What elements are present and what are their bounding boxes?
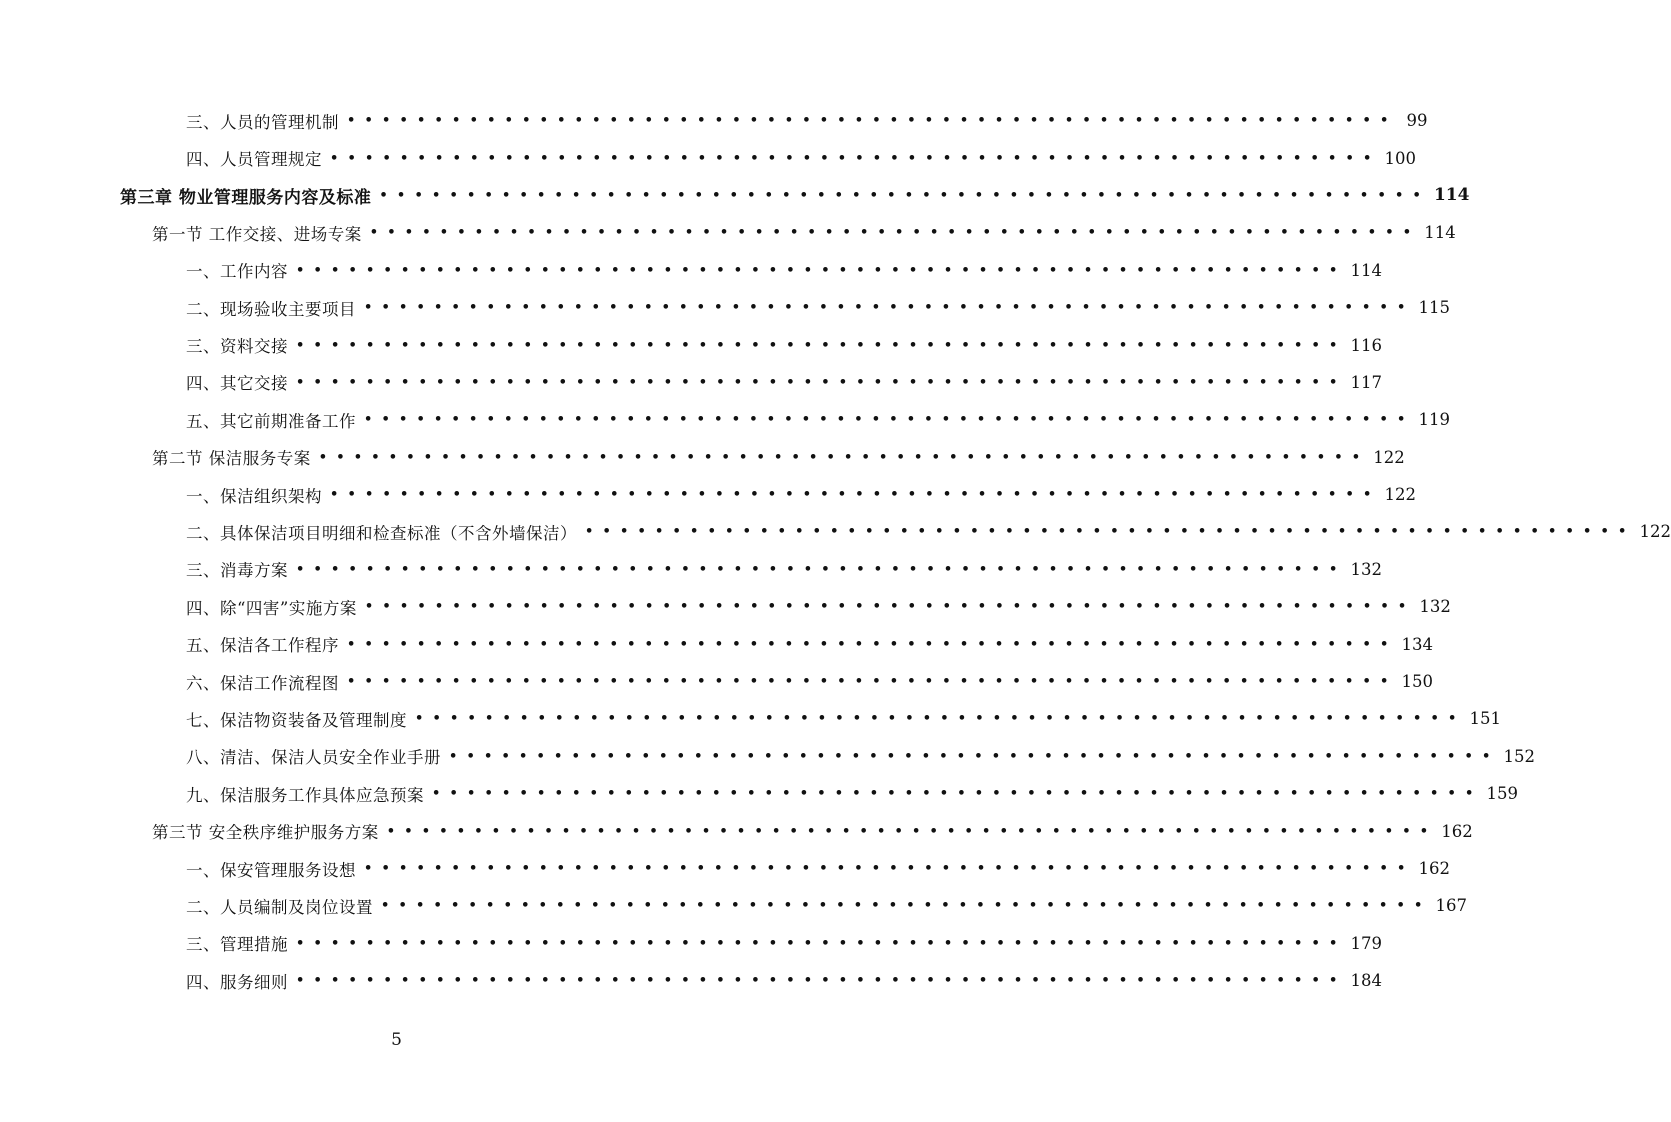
toc-entry-page: 159 xyxy=(1486,784,1519,804)
toc-entry-title: 四、服务细则 xyxy=(186,972,288,992)
toc-entry-page: 122 xyxy=(1384,485,1417,505)
dot-leader: •••••••••••••••••••••••••••••••••••••••••••••••••••••••••••• xyxy=(318,449,1370,465)
dot-leader: •••••••••••••••••••••••••••••••••••••••••••••••••••••••••••• xyxy=(296,374,1347,390)
dot-leader: •••••••••••••••••••••••••••••••••••••••••••••••••••••••••••• xyxy=(364,861,1415,876)
dot-leader: •••••••••••••••••••••••••••••••••••••••••••••••••••••••••••• xyxy=(347,113,1398,129)
toc-entry-title: 四、人员管理规定 xyxy=(186,150,322,170)
toc-entry[interactable] xyxy=(0,775,1519,812)
toc-entry-title: 四、除“四害”实施方案 xyxy=(186,598,357,618)
toc-entry-page: 150 xyxy=(1401,672,1434,692)
toc-entry-page: 114 xyxy=(1433,185,1470,206)
toc-entry-title: 七、保洁物资装备及管理制度 xyxy=(186,710,407,730)
toc-entry-page: 162 xyxy=(1441,821,1473,841)
toc-entry[interactable] xyxy=(0,850,1451,887)
toc-entry[interactable] xyxy=(0,887,1468,924)
toc-entry[interactable] xyxy=(0,289,1451,326)
toc-entry-title: 第三章 物业管理服务内容及标准 xyxy=(120,187,372,208)
toc-entry-title: 三、人员的管理机制 xyxy=(186,112,339,132)
toc-entry-page: 162 xyxy=(1418,859,1451,878)
toc-chapter-entry[interactable] xyxy=(0,177,1470,214)
dot-leader: •••••••••••••••••••••••••••••••••••••••••••••••••••••••••••• xyxy=(296,561,1347,577)
toc-entry-page: 134 xyxy=(1401,634,1434,654)
toc-entry-page: 151 xyxy=(1469,709,1502,729)
toc-section-entry[interactable] xyxy=(0,812,1473,849)
dot-leader: •••••••••••••••••••••••••••••••••••••••••••••••••••••••••••• xyxy=(379,187,1430,203)
dot-leader: •••••••••••••••••••••••••••••••••••••••••••••••••••••••••••• xyxy=(347,636,1398,652)
toc-entry-title: 五、保洁各工作程序 xyxy=(186,636,339,656)
toc-entry-page: 167 xyxy=(1435,896,1468,916)
dot-leader: •••••••••••••••••••••••••••••••••••••••••••••••••••••••••••• xyxy=(364,300,1415,316)
toc-entry-title: 三、管理措施 xyxy=(186,935,288,955)
dot-leader: •••••••••••••••••••••••••••••••••••••••••••••••••••••••••••• xyxy=(364,599,1416,615)
toc-entry-title: 第二节 保洁服务专案 xyxy=(152,449,311,469)
toc-entry-page: 122 xyxy=(1639,522,1671,542)
toc-entry-page: 114 xyxy=(1424,223,1456,243)
toc-entry[interactable] xyxy=(0,401,1451,438)
toc-entry-title: 二、人员编制及岗位设置 xyxy=(186,897,373,917)
toc-section-entry[interactable] xyxy=(0,439,1405,476)
toc-entry[interactable] xyxy=(0,139,1417,176)
toc-entry-page: 152 xyxy=(1503,746,1536,766)
dot-leader: •••••••••••••••••••••••••••••••••••••••••••••••••••••••••••• xyxy=(330,150,1381,166)
toc-entry-title: 第三节 安全秩序维护服务方案 xyxy=(152,823,379,843)
toc-entry-page: 114 xyxy=(1350,260,1383,280)
dot-leader: •••••••••••••••••••••••••••••••••••••••••••••••••••••••••••• xyxy=(415,711,1466,727)
toc-entry-page: 122 xyxy=(1373,447,1405,467)
dot-leader: •••••••••••••••••••••••••••••••••••••••••••••••••••••••••••• xyxy=(432,786,1483,802)
toc-entry-title: 二、现场验收主要项目 xyxy=(186,299,356,319)
toc-entry-page: 115 xyxy=(1418,298,1451,318)
page-number: 5 xyxy=(391,1030,402,1050)
toc-entry[interactable] xyxy=(0,476,1417,513)
dot-leader: •••••••••••••••••••••••••••••••••••••••••••••••••••••••••••• xyxy=(364,412,1415,428)
toc-entry-title: 一、工作内容 xyxy=(186,262,288,282)
toc-entry-title: 四、其它交接 xyxy=(186,374,288,394)
toc-entry-title: 六、保洁工作流程图 xyxy=(186,673,339,693)
dot-leader: •••••••••••••••••••••••••••••••••••••••••••••••••••••••••••• xyxy=(296,337,1347,353)
toc-entry-title: 三、资料交接 xyxy=(186,337,288,357)
toc-entry[interactable] xyxy=(0,364,1383,401)
dot-leader: •••••••••••••••••••••••••••••••••••••••••••••••••••••••••••• xyxy=(296,935,1347,951)
toc-entry[interactable] xyxy=(0,588,1451,625)
toc-entry-title: 八、清洁、保洁人员安全作业手册 xyxy=(186,748,441,768)
dot-leader: •••••••••••••••••••••••••••••••••••••••••••••••••••••••••••• xyxy=(296,973,1347,989)
toc-entry-page: 99 xyxy=(1406,111,1428,131)
toc-entry[interactable] xyxy=(0,925,1383,962)
dot-leader: •••••••••••••••••••••••••••••••••••••••••••••••••••••••••••• xyxy=(347,674,1398,690)
toc-entry-page: 184 xyxy=(1350,971,1383,991)
toc-entry-title: 五、其它前期准备工作 xyxy=(186,411,356,431)
toc-entry-page: 179 xyxy=(1350,933,1383,953)
table-of-contents xyxy=(0,102,1671,999)
toc-entry-title: 二、具体保洁项目明细和检查标准（不含外墙保洁） xyxy=(186,523,577,543)
toc-entry-title: 一、保安管理服务设想 xyxy=(186,860,356,880)
toc-entry-title: 一、保洁组织架构 xyxy=(186,486,322,506)
toc-entry-title: 九、保洁服务工作具体应急预案 xyxy=(186,785,424,805)
toc-entry-page: 117 xyxy=(1350,372,1383,392)
toc-entry[interactable] xyxy=(0,663,1434,700)
toc-entry-title: 第一节 工作交接、进场专案 xyxy=(152,224,362,244)
dot-leader: •••••••••••••••••••••••••••••••••••••••••••••••••••••••••••• xyxy=(296,262,1347,278)
dot-leader: •••••••••••••••••••••••••••••••••••••••••••••••••••••••••••• xyxy=(585,524,1636,540)
toc-entry[interactable] xyxy=(0,326,1383,363)
toc-entry[interactable] xyxy=(0,625,1434,662)
dot-leader: •••••••••••••••••••••••••••••••••••••••••••••••••••••••••••• xyxy=(369,225,1421,241)
toc-entry[interactable] xyxy=(0,738,1536,775)
toc-entry-page: 116 xyxy=(1350,335,1383,355)
toc-entry[interactable] xyxy=(0,551,1383,588)
toc-entry-title: 三、消毒方案 xyxy=(186,561,288,581)
toc-entry-page: 132 xyxy=(1419,597,1451,617)
dot-leader: •••••••••••••••••••••••••••••••••••••••••••••••••••••••••••• xyxy=(381,898,1432,914)
toc-entry[interactable] xyxy=(0,252,1383,289)
dot-leader: •••••••••••••••••••••••••••••••••••••••••••••••••••••••••••• xyxy=(449,748,1500,764)
toc-entry[interactable] xyxy=(0,513,1671,550)
toc-entry-page: 100 xyxy=(1384,148,1417,168)
toc-entry-page: 132 xyxy=(1350,559,1383,579)
toc-section-entry[interactable] xyxy=(0,214,1456,251)
dot-leader: •••••••••••••••••••••••••••••••••••••••••••••••••••••••••••• xyxy=(330,487,1381,503)
toc-entry[interactable] xyxy=(0,102,1428,139)
dot-leader: •••••••••••••••••••••••••••••••••••••••••••••••••••••••••••• xyxy=(386,823,1438,839)
toc-entry[interactable] xyxy=(0,700,1502,737)
toc-entry-page: 119 xyxy=(1418,410,1451,430)
toc-entry[interactable] xyxy=(0,962,1383,999)
